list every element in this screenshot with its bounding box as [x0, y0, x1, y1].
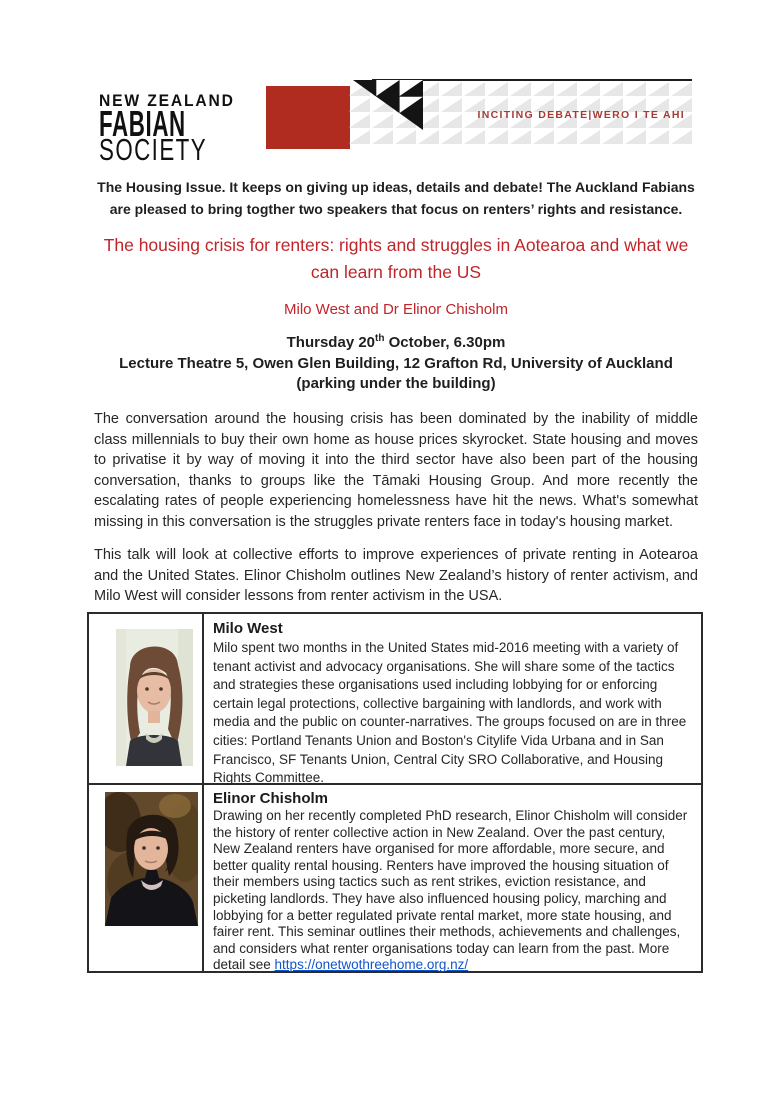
intro-text: The Housing Issue. It keeps on giving up ideas, details and debate! The Auckland Fabians are pleased to bring togther two speakers that focus on renters’ rights and resistance. — [97, 179, 695, 217]
logo-text-society: SOCIETY — [99, 132, 208, 167]
speaker-bio: Milo spent two months in the United States mid-2016 meeting with a variety of tenant activist and advocacy organisations. She will share some of the tactics and strategies these organisations used including lobbying for or enforcing certain legal protections, collective bargaining with landlords, and work with media and the public on counter-narratives. The groups focused on are in three cities: Portland Tenants Union and Boston's Citylife Vida Urbana and in San Francisco, SF Tenants Union, Central City SRO Collaborative, and Housing Rights Committee. — [213, 640, 687, 786]
speakers-names-line: Milo West and Dr Elinor Chisholm — [284, 301, 508, 318]
event-details — [94, 333, 698, 395]
table-row-elinor-chisholm — [89, 785, 701, 971]
milo-photo-cell — [89, 614, 204, 783]
milo-bio-cell — [204, 614, 701, 786]
event-date: Thursday 20th October, 6.30pm — [286, 333, 506, 351]
event-parking-note: (parking under the building) — [296, 375, 496, 392]
milo-west-photo — [116, 629, 193, 766]
date-ordinal: th — [375, 333, 385, 344]
logo-text-new-zealand: NEW ZEALAND — [99, 91, 235, 110]
speaker-name: Milo West — [213, 620, 283, 637]
elinor-chisholm-photo — [105, 792, 198, 926]
speaker-bio: Drawing on her recently completed PhD research, Elinor Chisholm will consider the history of renter collective action in New Zealand. Over the past century, New Zealand renters have organised for more affordable, more secure, and better quality rental housing. Renters have improved the housing situation of their members using tactics such as rent strikes, eviction resistance, and picketing landlords. They have also influenced housing policy, marching and lobbying for a better regulated private rental market, more state housing, and fairer rent. This seminar outlines their methods, achievements and challenges, and considers what renter organisations today can learn from the past. More detail see https://onetwothreehome.org.nz/ — [213, 808, 688, 973]
body-paragraph-2: This talk will look at collective efforts to improve experiences of private renting in Aotearoa and the United States. Elinor Chisholm outlines New Zealand’s history of renter activism, and Milo West will consider lessons from renter activism in the USA. — [94, 547, 698, 605]
elinor-photo-cell — [89, 785, 204, 971]
page-title: The housing crisis for renters: rights and struggles in Aotearoa and what we can learn from the US — [103, 235, 689, 282]
logo-text-fabian: FABIAN — [99, 103, 186, 144]
speakers-table — [87, 612, 703, 973]
logo-tagline: INCITING DEBATE|WERO I TE AHI — [477, 109, 685, 121]
event-venue: Lecture Theatre 5, Owen Glen Building, 12 Grafton Rd, University of Auckland — [119, 354, 673, 372]
table-row-milo-west — [89, 614, 701, 785]
elinor-bio-cell — [204, 785, 701, 971]
onetwothreehome-link[interactable]: https://onetwothreehome.org.nz/ — [274, 957, 469, 973]
speaker-name: Elinor Chisholm — [213, 790, 329, 807]
logo-red-square — [266, 86, 350, 149]
black-triangle-motif — [353, 80, 423, 132]
body-paragraph-1: The conversation around the housing crisis has been dominated by the inability of middle class millennials to buy their own home as house prices skyrocket. State housing and moves to privatise it by way of moving it into the third sector have also been part of the housing conversation, thanks to groups like the Tāmaki Housing Group. And more recently the escalating rates of people experiencing homelessness have hit the news. What's somewhat missing in this conversation is the struggles private renters face in today's housing market. — [94, 411, 698, 530]
